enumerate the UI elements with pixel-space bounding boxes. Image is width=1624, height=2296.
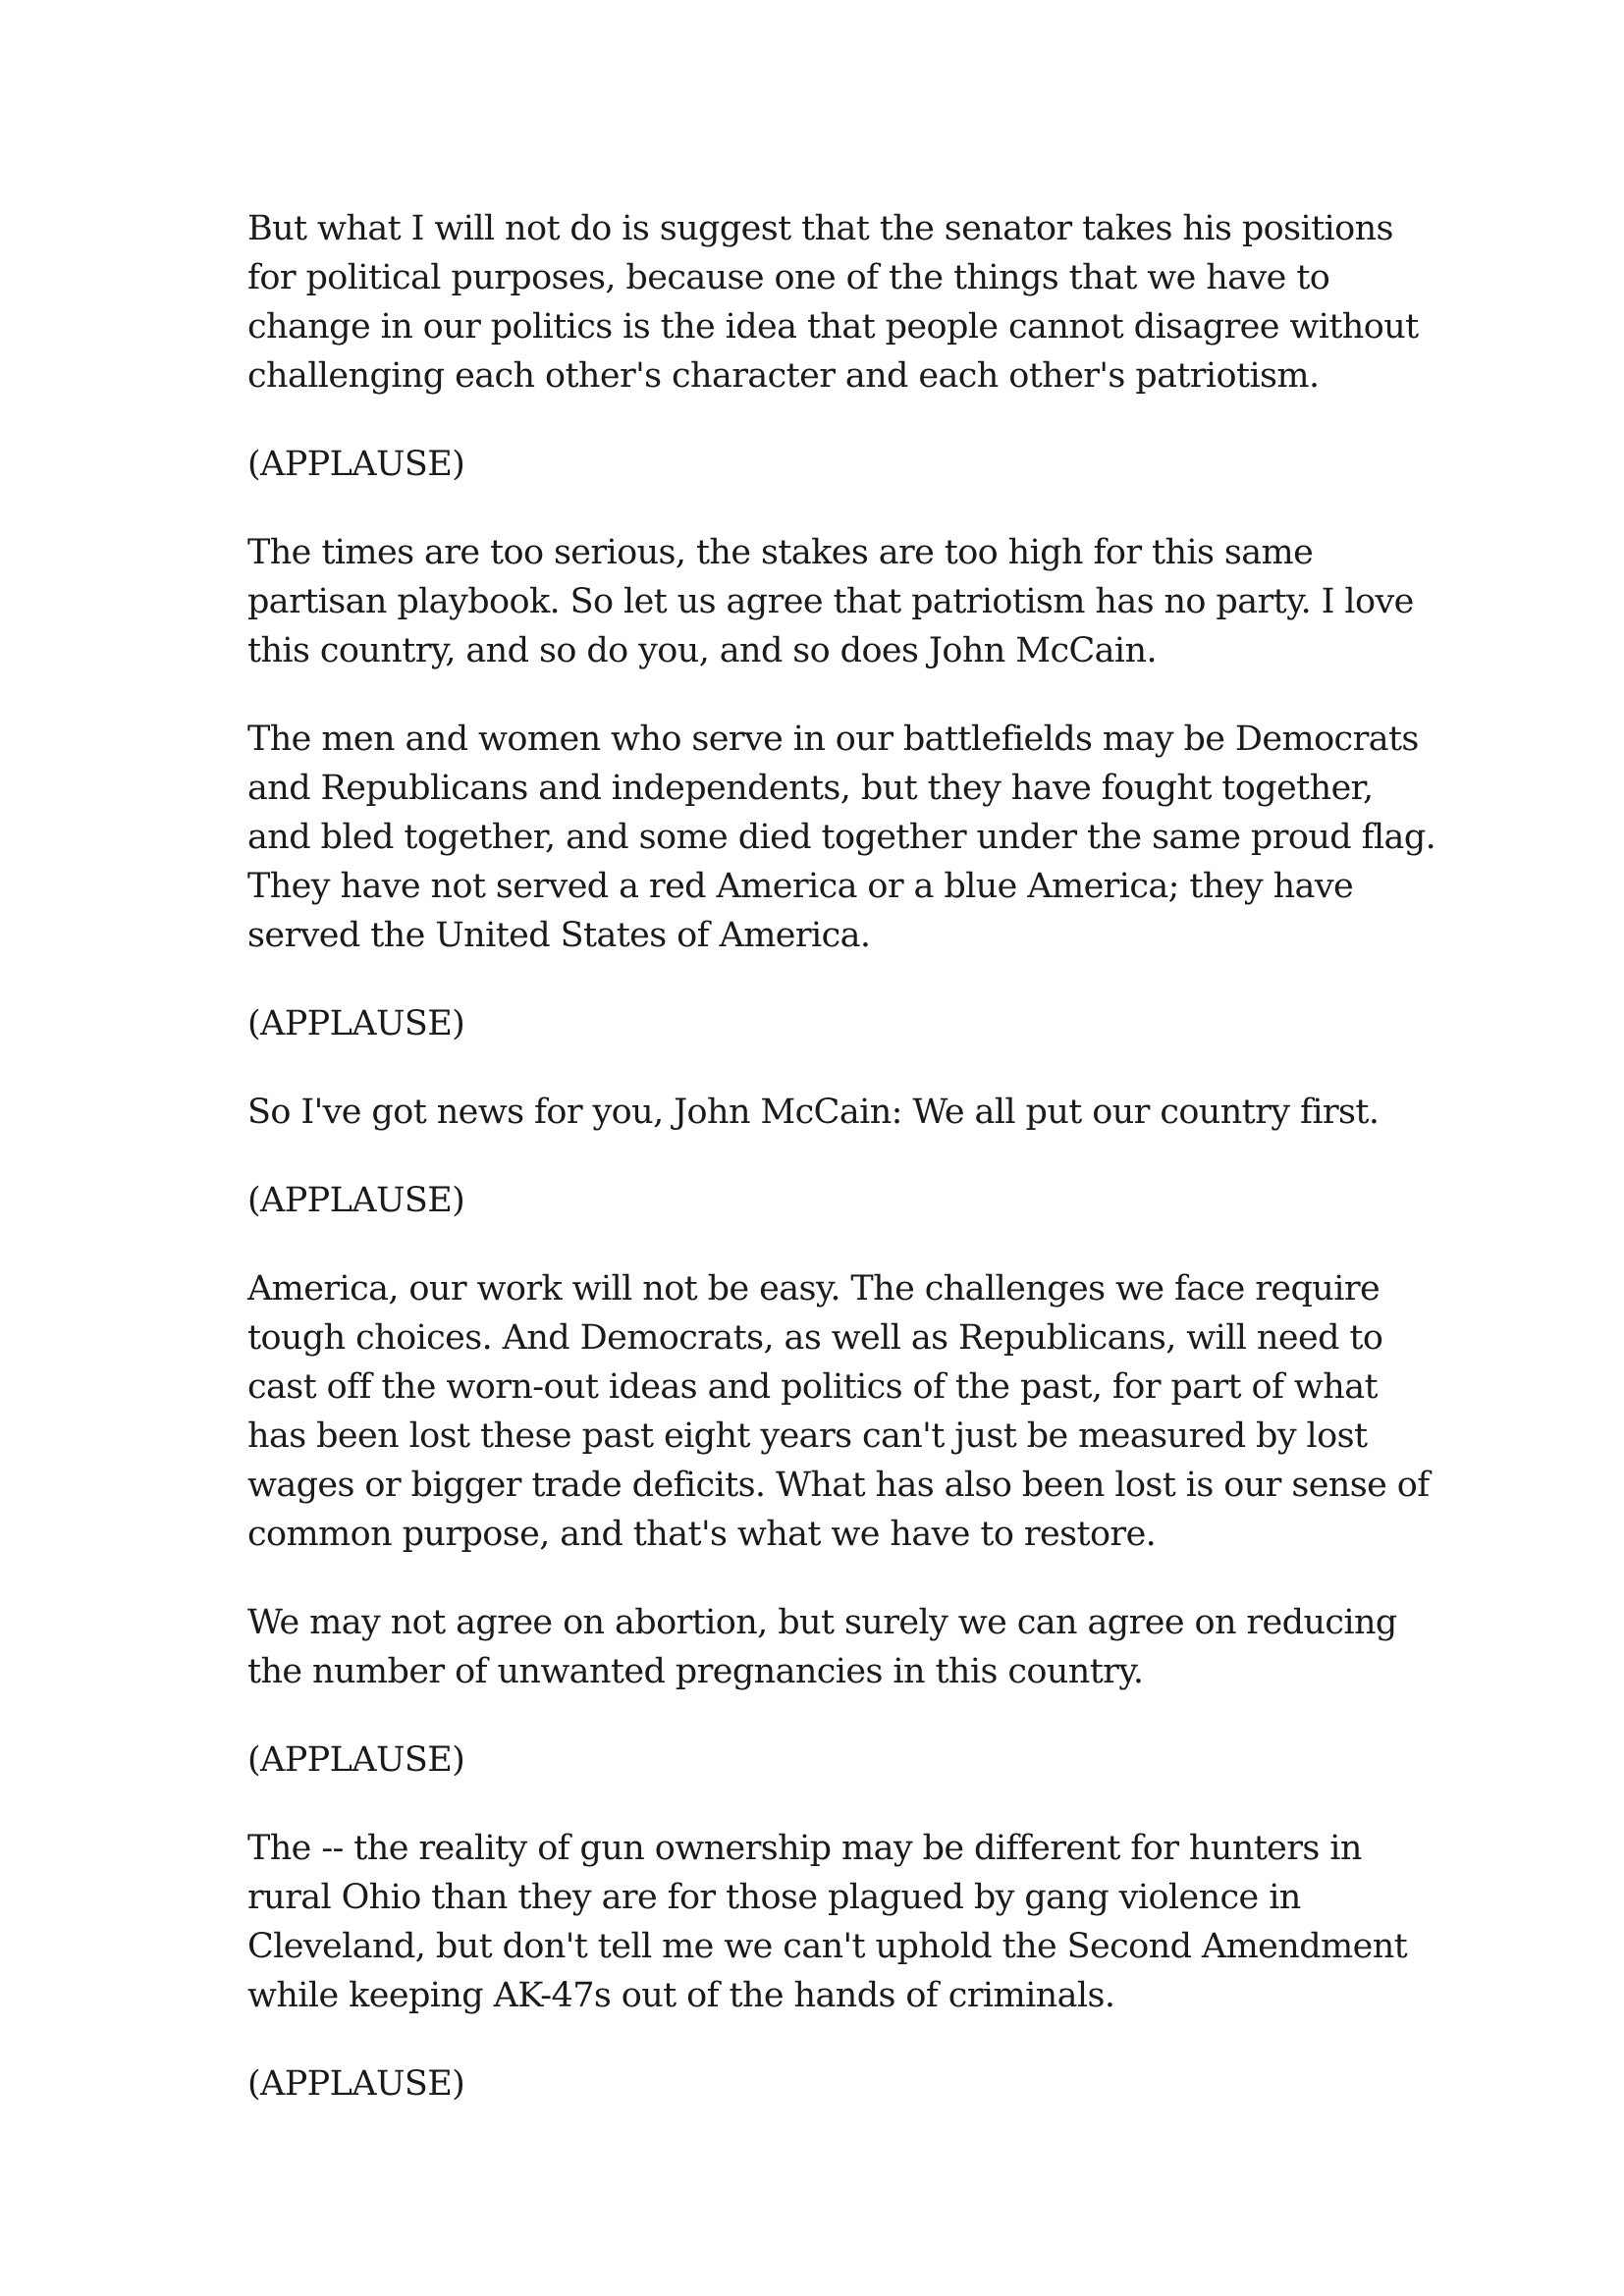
text-line: (APPLAUSE) <box>247 1004 465 1043</box>
text-line: this country, and so do you, and so does John McCain. <box>247 631 1157 670</box>
text-line: So I've got news for you, John McCain: We all put our country first. <box>247 1093 1380 1132</box>
text-line: common purpose, and that's what we have to restore. <box>247 1515 1157 1554</box>
speech-paragraph <box>247 528 1426 675</box>
text-line: But what I will not do is suggest that the senator takes his positions <box>247 209 1393 248</box>
text-line: challenging each other's character and each other's patriotism. <box>247 356 1320 396</box>
text-line: partisan playbook. So let us agree that patriotism has no party. I love <box>247 582 1414 621</box>
document-page <box>247 204 1436 2148</box>
applause-note <box>247 1735 1426 1785</box>
text-line: Cleveland, but don't tell me we can't uphold the Second Amendment <box>247 1927 1408 1966</box>
text-line: The times are too serious, the stakes are too high for this same <box>247 533 1314 572</box>
applause-note <box>247 440 1426 489</box>
speech-paragraph <box>247 1088 1426 1137</box>
speech-paragraph <box>247 1824 1426 2020</box>
text-line: and Republicans and independents, but they have fought together, <box>247 769 1374 808</box>
text-line: rural Ohio than they are for those plagued by gang violence in <box>247 1878 1301 1917</box>
applause-note <box>247 999 1426 1048</box>
applause-note <box>247 2059 1426 2109</box>
text-line: We may not agree on abortion, but surely we can agree on reducing <box>247 1603 1397 1642</box>
text-line: the number of unwanted pregnancies in this country. <box>247 1652 1144 1691</box>
speech-paragraph <box>247 1598 1426 1696</box>
text-line: They have not served a red America or a blue America; they have <box>247 867 1354 906</box>
text-line: served the United States of America. <box>247 916 871 955</box>
text-line: The -- the reality of gun ownership may be different for hunters in <box>247 1829 1362 1868</box>
text-line: America, our work will not be easy. The challenges we face require <box>247 1269 1380 1308</box>
speech-paragraph <box>247 1264 1430 1559</box>
text-line: and bled together, and some died together under the same proud flag. <box>247 818 1436 857</box>
text-line: change in our politics is the idea that people cannot disagree without <box>247 307 1419 347</box>
speech-paragraph <box>247 715 1436 960</box>
applause-note <box>247 1176 1426 1225</box>
speech-paragraph <box>247 204 1426 400</box>
text-line: (APPLAUSE) <box>247 2064 465 2104</box>
text-line: for political purposes, because one of the things that we have to <box>247 258 1330 297</box>
text-line: The men and women who serve in our battlefields may be Democrats <box>247 720 1419 759</box>
text-line: tough choices. And Democrats, as well as Republicans, will need to <box>247 1318 1383 1358</box>
text-line: (APPLAUSE) <box>247 1740 465 1780</box>
text-line: has been lost these past eight years can't just be measured by lost <box>247 1416 1368 1456</box>
text-line: wages or bigger trade deficits. What has also been lost is our sense of <box>247 1466 1430 1505</box>
text-line: while keeping AK-47s out of the hands of criminals. <box>247 1976 1115 2015</box>
text-line: (APPLAUSE) <box>247 1181 465 1220</box>
text-line: cast off the worn-out ideas and politics of the past, for part of what <box>247 1367 1378 1407</box>
text-line: (APPLAUSE) <box>247 445 465 484</box>
